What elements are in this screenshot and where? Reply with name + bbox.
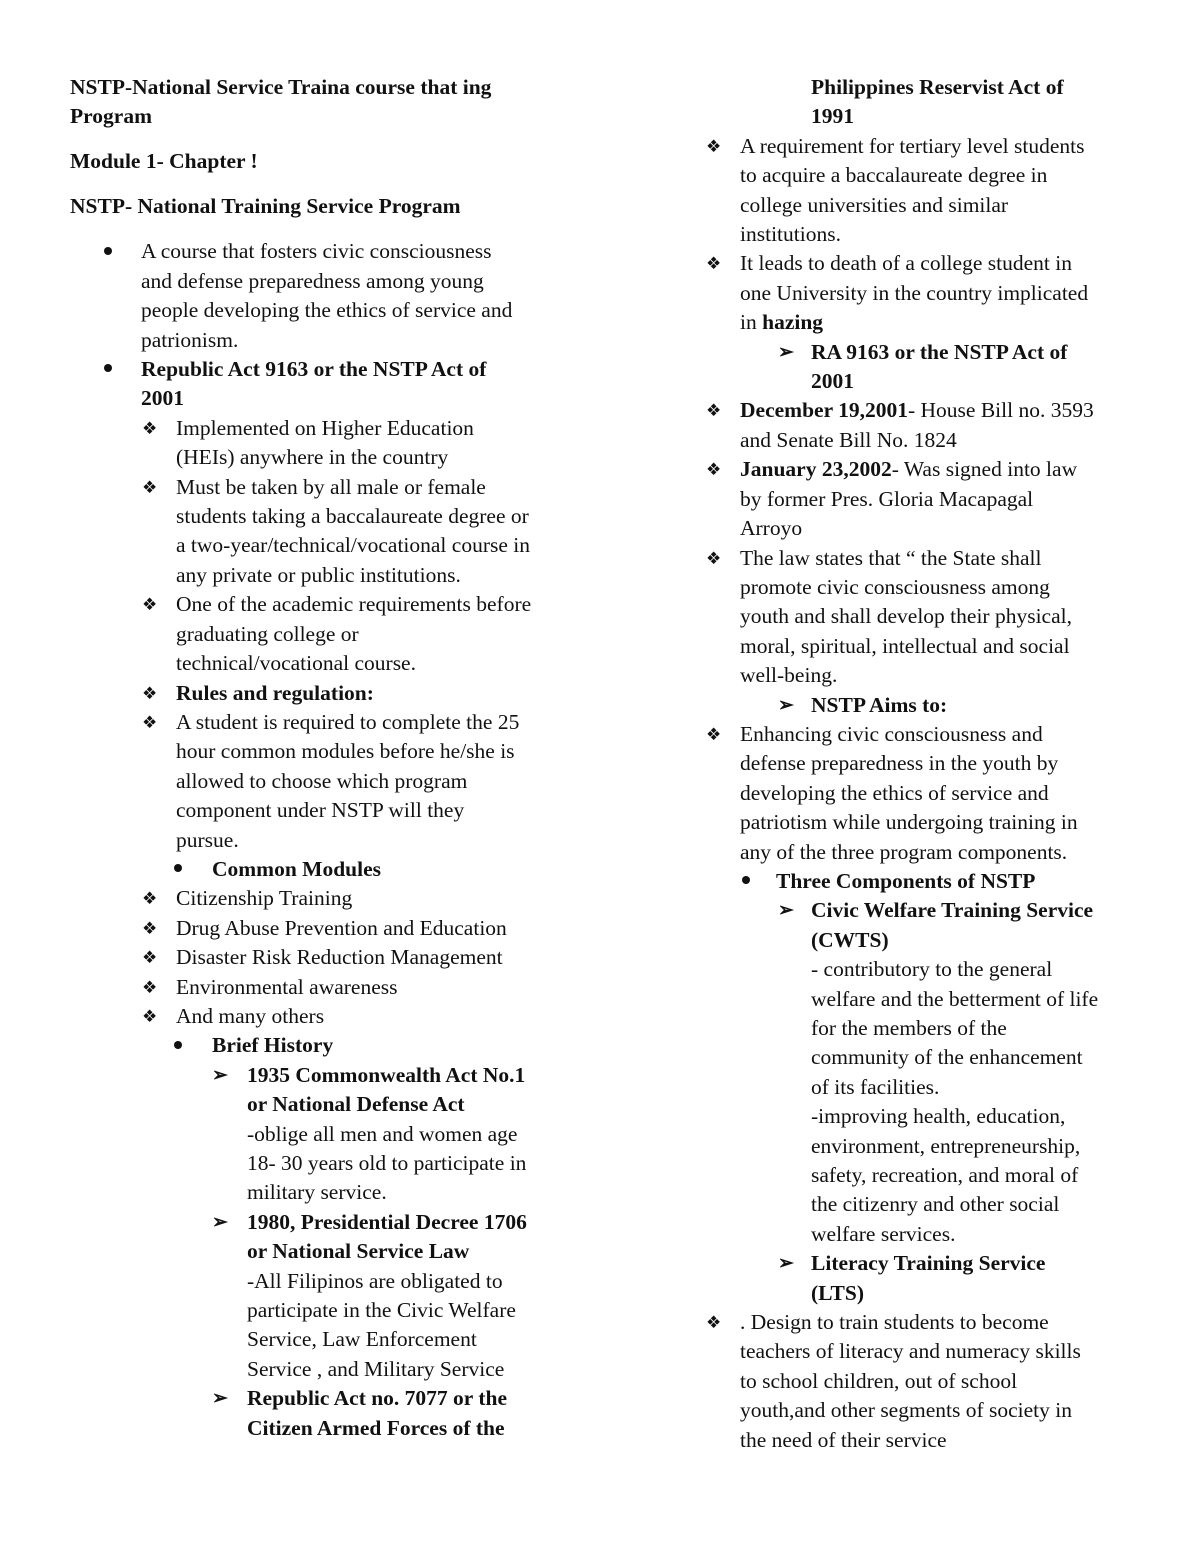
text-line: and Senate Bill No. 1824 <box>740 427 957 452</box>
history-title: or National Service Law <box>247 1239 470 1264</box>
text-line: people developing the ethics of service and <box>141 298 513 323</box>
text-line: patriotism while undergoing training in <box>740 810 1078 835</box>
component-body: for the members of the <box>811 1016 1007 1040</box>
text-line: to acquire a baccalaureate degree in <box>740 163 1048 188</box>
history-title: Citizen Armed Forces of the <box>247 1415 505 1440</box>
component-title: (CWTS) <box>811 927 889 952</box>
text-line: and defense preparedness among young <box>141 268 484 293</box>
arrow-item <box>706 338 1146 397</box>
bold-text: January 23,2002 <box>740 457 892 482</box>
text-line: allowed to choose which program <box>176 768 468 793</box>
component-title: Literacy Training Service <box>811 1251 1046 1276</box>
diamond-bullet-icon: ❖ <box>706 254 722 274</box>
history-body: military service. <box>247 1180 387 1205</box>
component-body: safety, recreation, and moral of <box>811 1163 1079 1188</box>
diamond-item <box>706 720 1146 867</box>
diamond-item <box>70 1002 580 1031</box>
text-line: A requirement for tertiary level students <box>740 133 1085 158</box>
diamond-item <box>70 973 580 1002</box>
history-body: Service , and Military Service <box>247 1356 505 1381</box>
text-line: technical/vocational course. <box>176 651 416 676</box>
arrow-bullet-icon: ➢ <box>212 1388 228 1410</box>
history-body: -oblige all men and women age <box>247 1121 518 1146</box>
diamond-item <box>70 679 580 708</box>
section-heading: NSTP- National Training Service Program <box>70 194 461 219</box>
text-line: defense preparedness in the youth by <box>740 751 1059 776</box>
left-column <box>70 73 580 1443</box>
bullet-item <box>70 355 580 414</box>
diamond-item <box>706 1308 1146 1455</box>
diamond-bullet-icon: ❖ <box>142 918 158 938</box>
text-line: well-being. <box>740 663 838 688</box>
regular-text: in <box>740 310 763 335</box>
arrow-item <box>706 896 1146 1249</box>
history-body: Service, Law Enforcement <box>247 1327 477 1352</box>
bullet-item <box>706 867 1146 896</box>
diamond-bullet-icon: ❖ <box>142 1006 158 1026</box>
history-title: Republic Act no. 7077 or the <box>247 1386 507 1411</box>
text-line: teachers of literacy and numeracy skills <box>740 1339 1081 1364</box>
text-line: component under NSTP will they <box>176 798 465 823</box>
text-line: a two-year/technical/vocational course in <box>176 533 530 558</box>
dot-bullet-icon <box>104 355 112 384</box>
common-modules-heading: Common Modules <box>212 856 382 881</box>
arrow-bullet-icon: ➢ <box>778 694 794 716</box>
diamond-item <box>706 132 1146 250</box>
component-title: (LTS) <box>811 1280 864 1305</box>
text-line: graduating college or <box>176 621 359 646</box>
module-heading: Module 1- Chapter ! <box>70 149 258 174</box>
history-heading: Brief History <box>212 1033 334 1058</box>
diamond-bullet-icon: ❖ <box>142 595 158 615</box>
component-body: welfare and the betterment of life <box>811 986 1099 1011</box>
arrow-bullet-icon: ➢ <box>212 1064 228 1086</box>
text-line: A student is required to complete the 25 <box>176 709 520 734</box>
text-line: Implemented on Higher Education <box>176 415 474 440</box>
text-line: any private or public institutions. <box>176 562 461 587</box>
text-line: pursue. <box>176 827 239 852</box>
diamond-bullet-icon: ❖ <box>142 683 158 703</box>
text-line: Drug Abuse Prevention and Education <box>176 915 507 940</box>
arrow-bullet-icon: ➢ <box>778 1253 794 1275</box>
text-line: And many others <box>176 1003 325 1028</box>
bold-text: hazing <box>762 310 824 335</box>
text-line: any of the three program components. <box>740 839 1068 864</box>
text-line: Republic Act 9163 or the NSTP Act of <box>141 357 487 382</box>
right-column <box>706 73 1146 1455</box>
bullet-item <box>70 237 580 355</box>
diamond-bullet-icon: ❖ <box>706 401 722 421</box>
history-item <box>70 1061 580 1208</box>
diamond-bullet-icon: ❖ <box>142 477 158 497</box>
text-line: patrionism. <box>141 327 239 352</box>
aims-heading: NSTP Aims to: <box>811 692 948 717</box>
text-line: students taking a baccalaureate degree or <box>176 504 529 529</box>
arrow-item <box>706 1249 1146 1308</box>
text-line: Citizenship Training <box>176 886 353 911</box>
component-body: community of the enhancement <box>811 1045 1083 1070</box>
history-item <box>70 1384 580 1443</box>
rules-heading: Rules and regulation: <box>176 680 374 705</box>
text-line: college universities and similar <box>740 192 1009 217</box>
history-title: 1935 Commonwealth Act No.1 <box>247 1062 526 1087</box>
diamond-item <box>70 473 580 591</box>
bold-text: December 19,2001 <box>740 398 908 423</box>
component-body: the citizenry and other social <box>811 1192 1060 1217</box>
components-heading: Three Components of NSTP <box>776 868 1036 893</box>
text-line: hour common modules before he/she is <box>176 739 515 764</box>
text-line: Must be taken by all male or female <box>176 474 486 499</box>
text-line: moral, spiritual, intellectual and social <box>740 633 1070 658</box>
history-continuation <box>811 73 1146 132</box>
dot-bullet-icon <box>174 855 182 884</box>
arrow-bullet-icon: ➢ <box>778 341 794 363</box>
component-body: -improving health, education, <box>811 1104 1066 1129</box>
diamond-item <box>70 914 580 943</box>
diamond-bullet-icon: ❖ <box>142 889 158 909</box>
arrow-bullet-icon: ➢ <box>212 1211 228 1233</box>
diamond-bullet-icon: ❖ <box>706 724 722 744</box>
text-line: (HEIs) anywhere in the country <box>176 445 449 470</box>
text-line: by former Pres. Gloria Macapagal <box>740 486 1034 511</box>
history-title: Philippines Reservist Act of <box>811 75 1064 99</box>
diamond-bullet-icon: ❖ <box>706 136 722 156</box>
diamond-bullet-icon: ❖ <box>706 548 722 568</box>
history-body: 18- 30 years old to participate in <box>247 1151 527 1175</box>
diamond-bullet-icon: ❖ <box>706 1313 722 1333</box>
date-line <box>740 396 1146 425</box>
date-line <box>740 455 1146 484</box>
diamond-bullet-icon: ❖ <box>142 712 158 732</box>
text-line: one University in the country implicated <box>740 280 1089 305</box>
text-line: the need of their service <box>740 1427 947 1452</box>
text-line: . Design to train students to become <box>740 1310 1049 1335</box>
text-line: youth,and other segments of society in <box>740 1398 1072 1423</box>
text-line: 2001 <box>141 386 184 411</box>
component-body: - contributory to the general <box>811 957 1053 982</box>
history-title: 1980, Presidential Decree 1706 <box>247 1209 527 1234</box>
text-line: Enhancing civic consciousness and <box>740 721 1043 746</box>
component-title: Civic Welfare Training Service <box>811 898 1094 923</box>
diamond-item <box>70 590 580 678</box>
history-item <box>70 1208 580 1384</box>
text-line: The law states that “ the State shall <box>740 545 1042 570</box>
bullet-item <box>70 855 580 884</box>
text-line: Disaster Risk Reduction Management <box>176 945 503 970</box>
text-line: to school children, out of school <box>740 1368 1018 1393</box>
document-title: Program <box>70 104 152 129</box>
text-line: One of the academic requirements before <box>176 592 532 617</box>
document-title: NSTP-National Service Traina course that ing <box>70 75 492 99</box>
diamond-bullet-icon: ❖ <box>142 418 158 438</box>
diamond-item <box>70 943 580 972</box>
text-line: Environmental awareness <box>176 974 398 999</box>
text-line: It leads to death of a college student in <box>740 251 1072 276</box>
component-body: of its facilities. <box>811 1074 940 1099</box>
regular-text: - Was signed into law <box>891 457 1078 482</box>
history-body: -All Filipinos are obligated to <box>247 1268 503 1293</box>
regular-text: - House Bill no. 3593 <box>907 398 1094 423</box>
dot-bullet-icon <box>742 867 750 896</box>
component-body: welfare services. <box>811 1221 956 1246</box>
text-line: institutions. <box>740 222 841 247</box>
history-title: or National Defense Act <box>247 1092 465 1117</box>
arrow-item <box>706 691 1146 720</box>
diamond-bullet-icon: ❖ <box>142 977 158 997</box>
diamond-item <box>70 708 580 855</box>
dot-bullet-icon <box>104 237 112 266</box>
text-line: 2001 <box>811 369 854 394</box>
bullet-item <box>70 1031 580 1060</box>
diamond-item <box>706 455 1146 543</box>
diamond-item <box>70 884 580 913</box>
text-line: RA 9163 or the NSTP Act of <box>811 339 1068 364</box>
diamond-item <box>70 414 580 473</box>
text-line: promote civic consciousness among <box>740 574 1050 599</box>
diamond-bullet-icon: ❖ <box>142 948 158 968</box>
history-title: 1991 <box>811 104 854 129</box>
text-line: youth and shall develop their physical, <box>740 604 1072 629</box>
diamond-item <box>706 544 1146 691</box>
diamond-item <box>706 396 1146 455</box>
diamond-bullet-icon: ❖ <box>706 460 722 480</box>
history-body: participate in the Civic Welfare <box>247 1298 516 1323</box>
hazing-line <box>740 308 1146 337</box>
text-line: developing the ethics of service and <box>740 780 1049 805</box>
text-line: Arroyo <box>740 516 803 541</box>
text-line: A course that fosters civic consciousness <box>141 239 492 264</box>
arrow-bullet-icon: ➢ <box>778 900 794 922</box>
component-body: environment, entrepreneurship, <box>811 1133 1081 1158</box>
diamond-item <box>706 249 1146 337</box>
dot-bullet-icon <box>174 1031 182 1060</box>
